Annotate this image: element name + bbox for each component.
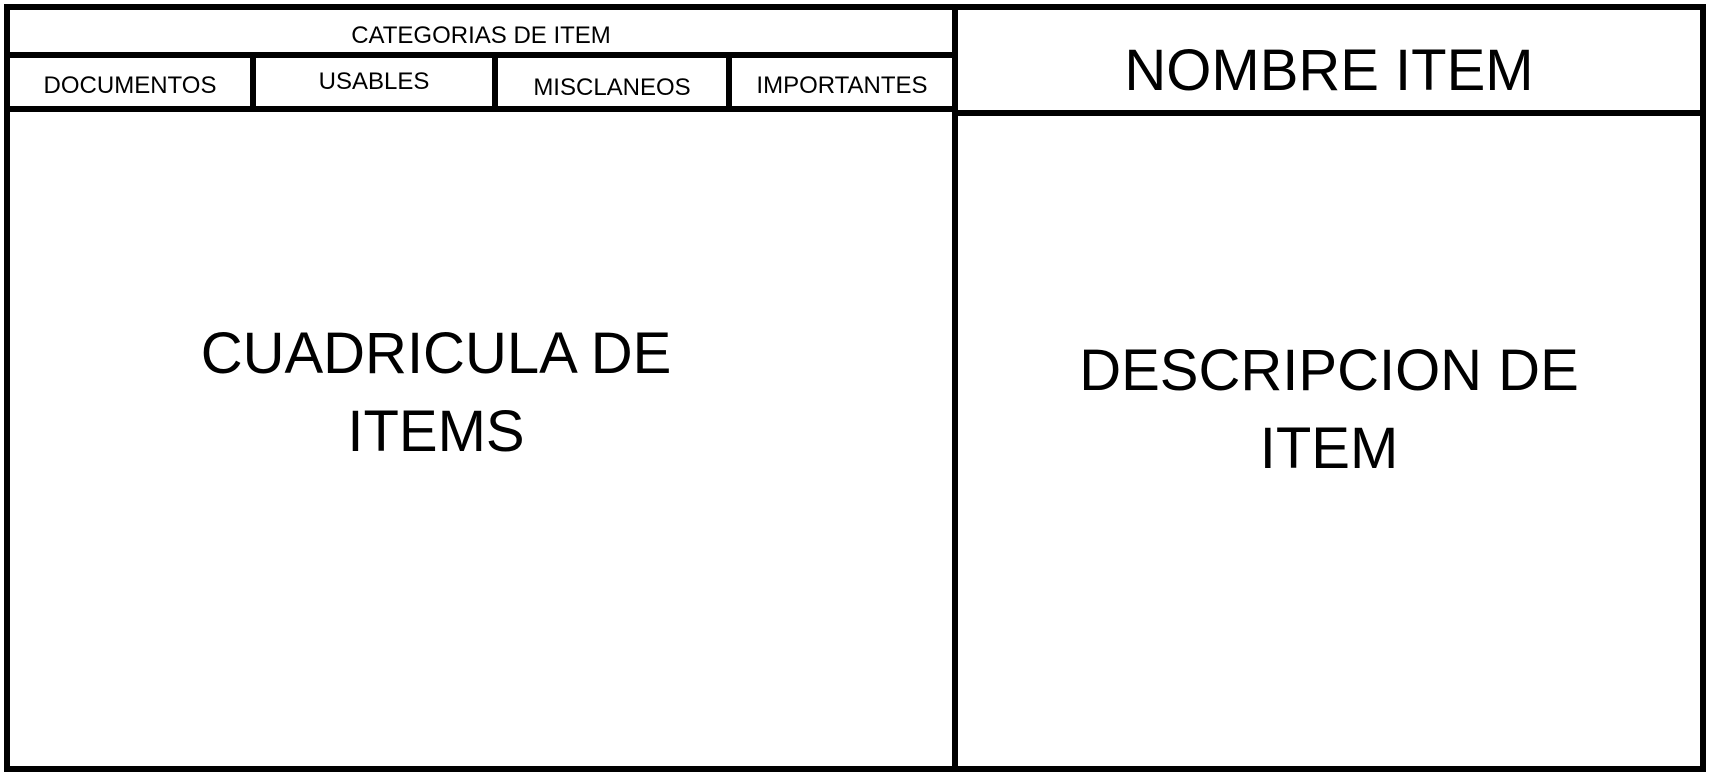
tab-misclaneos-label: MISCLANEOS <box>533 74 691 101</box>
item-name-label: NOMBRE ITEM <box>1124 38 1534 103</box>
tab-documentos[interactable] <box>4 52 256 112</box>
item-description-placeholder: DESCRIPCION DE ITEM <box>1079 338 1579 482</box>
tab-misclaneos[interactable] <box>492 52 732 112</box>
tab-importantes[interactable] <box>726 52 958 112</box>
categories-header <box>4 4 958 58</box>
item-grid-placeholder: CUADRICULA DE ITEMS <box>200 321 672 465</box>
item-name-header <box>952 4 1706 116</box>
tab-usables[interactable] <box>250 52 498 112</box>
tab-importantes-label: IMPORTANTES <box>756 72 928 99</box>
tab-documentos-label: DOCUMENTOS <box>43 72 217 99</box>
tab-usables-label: USABLES <box>318 68 430 95</box>
categories-header-label: CATEGORIAS DE ITEM <box>351 22 611 49</box>
